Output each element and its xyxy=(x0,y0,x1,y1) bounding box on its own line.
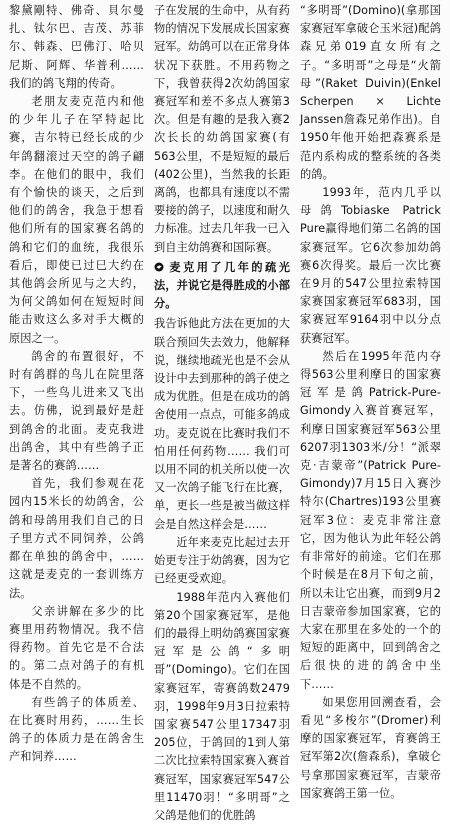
text-column-right xyxy=(300,2,441,638)
paragraph: 父亲讲解在多少的比赛里用药物情况。我不信得药物。首先它是不合法的。第二点对鸽子的有机体是不自然的。 xyxy=(9,603,144,694)
paragraph: 我告诉他此方法在更加的大联合预回失去效力，他解释说，继续地疏光也是不会从设计中去到那种的鸽子使之成为优胜。但是在成功的鸽舍使用一点点，可能多鸽成功。麦克说在比赛时我们不怕用任何药物…… 我们可以用不同的机关所以使一次又一次鸽子能飞行在比赛，单，更长一些是被当做这样会是自然这样会是…… xyxy=(154,315,290,533)
subheading-text: 麦克用了几年的疏光法，并说它是得胜成的小部分。 xyxy=(154,261,290,310)
paragraph: 鸽舍的布置很好，不时有鸽群的鸟儿在院里落下，一些鸟儿进来又飞出去。仿佛，说到最好是赶到鸽舍的北面。麦克我进出鸽舍，其中有些鸽子正是著名的赛鸽…… xyxy=(9,348,144,475)
text-column-middle xyxy=(154,2,290,638)
paragraph: 首先，我们参观在花园内15米长的幼鸽舍，公鸽和母鸽用我们自己的日子里方式不同饲养，公鸽都在单独的鸽舍中，……这就是麦克的一套训练方法。 xyxy=(9,475,144,602)
paragraph: 近年来麦克比起过去开始更专注于幼鸽赛，因为它已经更受欢迎。 xyxy=(154,534,290,589)
text-column-left xyxy=(9,2,144,638)
section-subheading xyxy=(154,259,290,314)
pigeon-bullet-icon xyxy=(154,262,164,272)
paragraph: 子在发展的生命中，从有药物的情况下发展成长国家赛冠军。幼鸽可以在正常身体状况下获胜。不用药物之下，我曾获得2次幼鸽国家赛冠军和差不多点人赛第3次。但是有趣的是我入赛2次长长的幼鸽国家赛(有563公里，不是短短的最后(402公里)，当然我的长距离鸽，也都具有速度以不需要接的鸽子，以速度和耐久力标准。过去几年我一已入到自主幼鸽赛和国际赛。 xyxy=(154,2,290,257)
paragraph: 1993年，范内几乎以母鸽Tobiaske Patrick Pure赢得地们第二名鸽的国家赛冠军。它6次参加幼鸽赛6次得奖。最后一次比赛在9月的547公里拉索特国家赛国家赛冠军683羽，国家赛冠军9164羽中以分点获赛冠军。 xyxy=(300,184,441,348)
paragraph: “多明哥”(Domino)(拿那国家赛冠军拿破仑玉米冠)配鸽森兄弟019直女所有之子。“多明哥”之母是“火箭母”(Raket Duivin)(Enkel Scherpen × Lichte Janssen詹森兄弟作出)。自1950年他开始把森赛系是范内系构成的整系统的各类的鸽。 xyxy=(300,2,441,184)
paragraph: 1988年范内入赛他们第20个国家赛冠军，是他们的最得上明幼鸽赛国家赛冠军是公鸽“多明哥”(Domingo)。它们在国家赛冠军，寄赛鸽数2479羽，1998年9月3日拉索特国家赛547公里17347羽205位，于鸽回的1到人第二次比拉索特国家赛入赛首赛冠军，国家赛冠军547公里11470羽！“多明哥”之父鸽是他们的优胜鸽 xyxy=(154,589,290,825)
paragraph: 有些鸽子的体质差、在比赛时用药，……生长鸽子的体质力是在鸽舍生产和饲养…… xyxy=(9,694,144,767)
paragraph: 然后在1995年范内夺得563公里利摩日的国家赛冠军是鸽Patrick-Pure-Gimondy入赛首赛冠军，利摩日国家赛冠军563公里6207羽1303米/分！“派翠克·吉蒙帝”(Patrick Pure-Gimondy)7月15日入赛沙特尔(Chartres)193公里赛冠军3位：麦克非常注意它，因为他认为此年轻公鸽有非常好的前途。它们在那个时候是在8月下旬之前，所以未让它出赛，而到9月2日吉蒙帝参加国家赛，它的大家在那里在多处的一个的短短的距离中，回到鸽舍之后很快的进的鸽舍中坐下…… xyxy=(300,348,441,694)
paragraph: 老朋友麦克范内和他的少年儿子在罕特起比赛，吉尔特已经长成的少年鸽翻滚过天空的鸽子翩李。在他们的眼中，我们有个愉快的谈天，之后到他们的鸽舍，我急于想看他们所有的国家赛名鸽的鸽和它们的血统，我很乐看后，即使已过巳大约在其他鸽会所见与之大约，为何父鸽如何在短短时间能击败这么多对手大概的原因之一。 xyxy=(9,93,144,348)
paragraph: 如果您用回溯查看，会看见“多梭尔”(Dromer)利摩的国家赛冠军，育赛鸽王冠军第2次(詹森系)，拿破仑号拿那国家赛冠军，吉蒙帝国家赛鸽王第一位。 xyxy=(300,694,441,803)
paragraph: 黎黛剛特、佛奇、貝尔曼扎、钛尔巴、吉茂、苏菲尔、韩森、巴佛汀、哈贝尼斯、阿辉、华普利……我们的鸽飞翔的传奇。 xyxy=(9,2,144,93)
